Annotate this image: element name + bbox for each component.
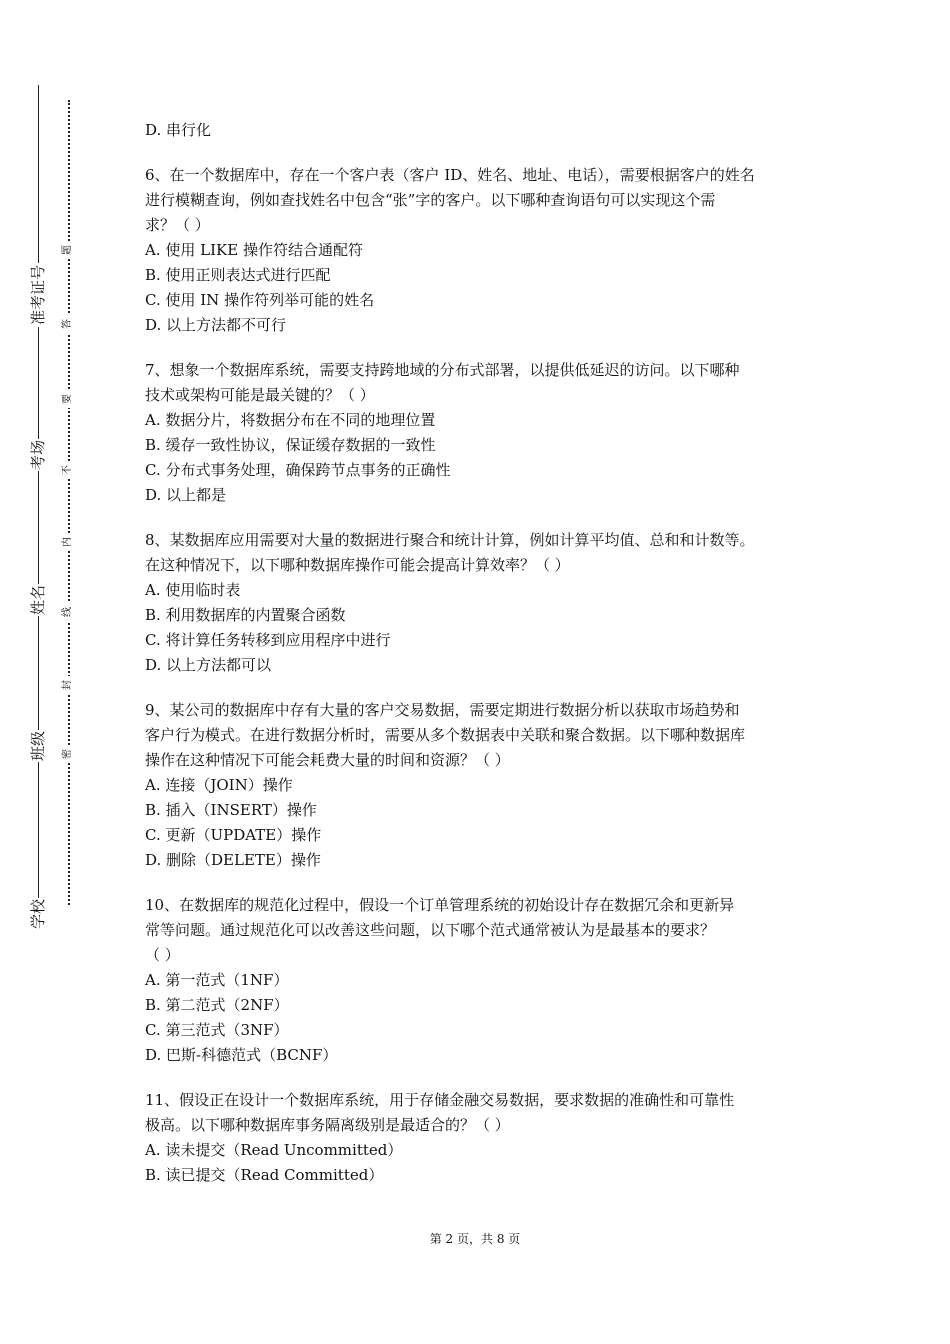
option-a: A. 第一范式（1NF）: [145, 971, 289, 989]
option-b: B. 第二范式（2NF）: [145, 996, 289, 1014]
binding-margin: [0, 0, 110, 1344]
question-stem-line: 常等问题。通过规范化可以改善这些问题，以下哪个范式通常被认为是最基本的要求？: [145, 921, 716, 939]
option-c: C. 使用 IN 操作符列举可能的姓名: [145, 291, 375, 309]
label-class: 班级: [29, 731, 47, 762]
option-c: C. 分布式事务处理，确保跨节点事务的正确性: [145, 461, 451, 479]
label-name: 姓名: [29, 585, 47, 616]
previous-option: D. 串行化: [145, 121, 212, 139]
question-stem-line: 6、在一个数据库中，存在一个客户表（客户 ID、姓名、地址、电话），需要根据客户的姓名: [145, 166, 755, 184]
option-d: D. 巴斯-科德范式（BCNF）: [145, 1046, 338, 1064]
page-number: 第 2 页，共 8 页: [429, 1232, 521, 1246]
question-stem-line: 7、想象一个数据库系统，需要支持跨地域的分布式部署，以提供低延迟的访问。以下哪种: [145, 361, 740, 379]
seal-char-yao: 要: [62, 390, 74, 408]
question-stem-line: 在这种情况下，以下哪种数据库操作可能会提高计算效率？（ ）: [145, 556, 570, 574]
option-b: B. 插入（INSERT）操作: [145, 801, 317, 819]
question-6: [145, 163, 815, 338]
option-a: A. 使用临时表: [145, 581, 241, 599]
question-9: [145, 698, 815, 873]
option-a: A. 读未提交（Read Uncommitted）: [145, 1141, 403, 1159]
question-stem-line: 操作在这种情况下可能会耗费大量的时间和资源？（ ）: [145, 751, 510, 769]
question-stem-line: 客户行为模式。在进行数据分析时，需要从多个数据表中关联和聚合数据。以下哪种数据库: [145, 726, 746, 744]
question-content: [145, 118, 815, 1188]
option-d: D. 以上都是: [145, 486, 227, 504]
option-d: D. 以上方法都不可行: [145, 316, 287, 334]
seal-char-ti: 题: [62, 241, 74, 259]
option-d: D. 删除（DELETE）操作: [145, 851, 321, 869]
question-8: [145, 528, 815, 678]
label-exam-room: 考场: [29, 440, 47, 471]
option-a: A. 连接（JOIN）操作: [145, 776, 293, 794]
option-b: B. 利用数据库的内置聚合函数: [145, 606, 346, 624]
option-c: C. 更新（UPDATE）操作: [145, 826, 322, 844]
seal-char-feng: 封: [62, 676, 74, 694]
question-stem-line: （ ）: [145, 946, 180, 964]
label-admission-number: 准考证号: [29, 265, 47, 326]
option-b: B. 缓存一致性协议，保证缓存数据的一致性: [145, 436, 436, 454]
option-c: C. 第三范式（3NF）: [145, 1021, 289, 1039]
binding-dotted-line: [68, 100, 70, 905]
label-school: 学校: [29, 899, 47, 930]
question-stem-line: 求？（ ）: [145, 216, 210, 234]
binding-solid-line: [38, 85, 39, 925]
seal-char-nei: 内: [62, 533, 74, 551]
option-a: A. 数据分片，将数据分布在不同的地理位置: [145, 411, 436, 429]
seal-char-xian: 线: [62, 603, 74, 621]
seal-char-mi: 密: [62, 745, 74, 763]
question-stem-line: 10、在数据库的规范化过程中，假设一个订单管理系统的初始设计存在数据冗余和更新异: [145, 896, 735, 914]
option-c: C. 将计算任务转移到应用程序中进行: [145, 631, 391, 649]
question-stem-line: 极高。以下哪种数据库事务隔离级别是最适合的？（ ）: [145, 1116, 510, 1134]
question-10: [145, 893, 815, 1068]
question-stem-line: 9、某公司的数据库中存有大量的客户交易数据，需要定期进行数据分析以获取市场趋势和: [145, 701, 740, 719]
question-11: [145, 1088, 815, 1188]
question-7: [145, 358, 815, 508]
option-d: D. 以上方法都可以: [145, 656, 272, 674]
seal-char-da: 答: [62, 315, 74, 333]
question-stem-line: 11、假设正在设计一个数据库系统，用于存储金融交易数据，要求数据的准确性和可靠性: [145, 1091, 735, 1109]
question-stem-line: 进行模糊查询，例如查找姓名中包含“张”字的客户。以下哪种查询语句可以实现这个需: [145, 191, 716, 209]
option-b: B. 使用正则表达式进行匹配: [145, 266, 331, 284]
option-b: B. 读已提交（Read Committed）: [145, 1166, 384, 1184]
question-stem-line: 技术或架构可能是最关键的？（ ）: [145, 386, 375, 404]
option-a: A. 使用 LIKE 操作符结合通配符: [145, 241, 363, 259]
question-stem-line: 8、某数据库应用需要对大量的数据进行聚合和统计计算，例如计算平均值、总和和计数等。: [145, 531, 755, 549]
seal-char-bu: 不: [62, 461, 74, 479]
